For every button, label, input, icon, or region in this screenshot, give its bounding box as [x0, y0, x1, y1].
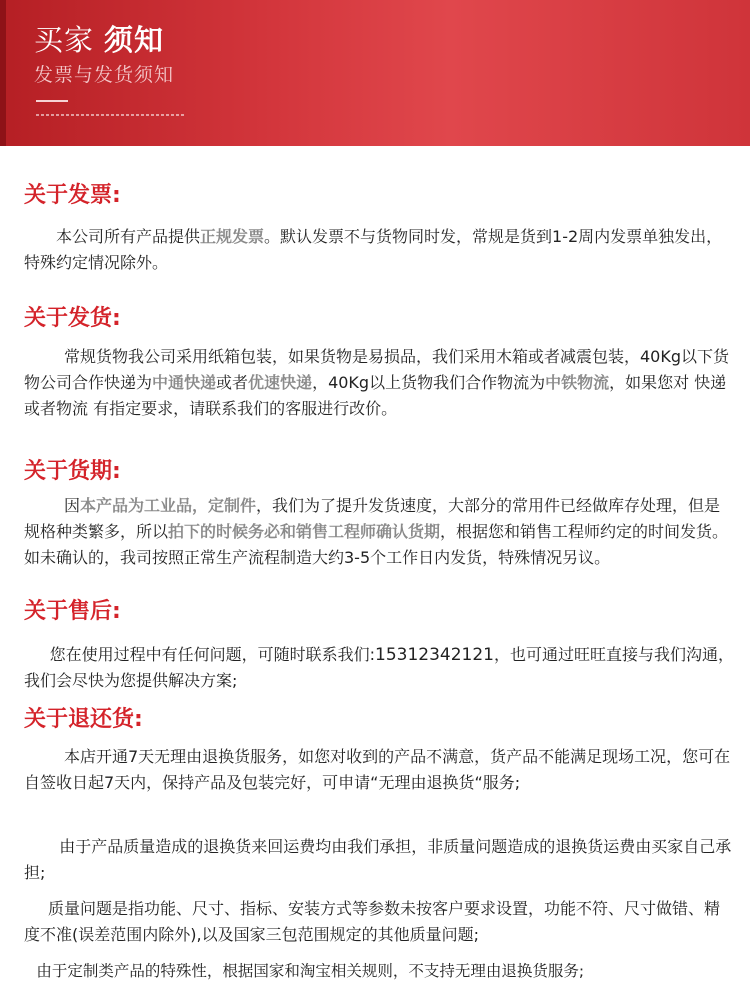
- delivery-highlight-2: 拍下的时候务必和销售工程师确认货期: [168, 522, 441, 541]
- aftersales-paragraph: 您在使用过程中有任何问题，可随时联系我们:15312342121，也可通过旺旺直接与我们沟通，我们会尽快为您提供解决方案;: [24, 645, 734, 690]
- delivery-highlight-1: 本产品为工业品，定制件: [80, 496, 257, 515]
- banner-title-part-b: 须知: [104, 23, 165, 57]
- invoice-heading: 关于发票:: [24, 183, 121, 208]
- banner-edge-stripe: [0, 0, 6, 146]
- banner-title-part-a: 买家: [34, 23, 95, 57]
- returns-paragraph-3: 质量问题是指功能、尺寸、指标、安装方式等参数未按客户要求设置，功能不符、尺寸做错、精度不准(误差范围内除外),以及国家三包范围规定的其他质量问题;: [24, 899, 721, 944]
- banner-decorative-line: [36, 114, 184, 116]
- returns-paragraph-2: 由于产品质量造成的退换货来回运费均由我们承担，非质量问题造成的退换货运费由买家自己承担;: [24, 837, 732, 882]
- returns-paragraph-1: 本店开通7天无理由退换货服务，如您对收到的产品不满意，货产品不能满足现场工况，您可在自签收日起7天内，保持产品及包装完好，可申请“无理由退换货“服务;: [24, 747, 731, 792]
- shipping-courier-2: 优速快递: [248, 373, 313, 392]
- banner-title: [34, 22, 164, 58]
- shipping-heading: 关于发货:: [24, 306, 121, 331]
- banner-subtitle: 发票与发货须知: [34, 64, 175, 86]
- shipping-logistics: 中铁物流: [545, 373, 610, 392]
- invoice-paragraph: 本公司所有产品提供正规发票。默认发票不与货物同时发，常规是货到1-2周内发票单独发出，特殊约定情况除外。: [24, 227, 723, 272]
- banner-divider: [36, 100, 68, 102]
- shipping-paragraph: 常规货物我公司采用纸箱包装，如果货物是易损品，我们采用木箱或者减震包装，40Kg以下货物公司合作快递为中通快递或者优速快递，40Kg以上货物我们合作物流为中铁物流，如果您对 快递或者物流 有指定要求，请联系我们的客服进行改价。: [24, 347, 730, 418]
- delivery-heading: 关于货期:: [24, 459, 121, 484]
- header-banner: [0, 0, 750, 146]
- aftersales-phone: 15312342121: [375, 645, 494, 665]
- returns-heading: 关于退还货:: [24, 707, 143, 732]
- aftersales-heading: 关于售后:: [24, 599, 121, 624]
- delivery-paragraph: 因本产品为工业品，定制件，我们为了提升发货速度，大部分的常用件已经做库存处理，但是规格种类繁多，所以拍下的时候务必和销售工程师确认货期，根据您和销售工程师约定的时间发货。如未确认的，我司按照正常生产流程制造大约3-5个工作日内发货，特殊情况另议。: [24, 496, 729, 567]
- returns-paragraph-4: 由于定制类产品的特殊性，根据国家和淘宝相关规则，不支持无理由退换货服务;: [36, 962, 585, 980]
- invoice-highlight: 正规发票: [200, 227, 265, 246]
- shipping-courier-1: 中通快递: [152, 373, 217, 392]
